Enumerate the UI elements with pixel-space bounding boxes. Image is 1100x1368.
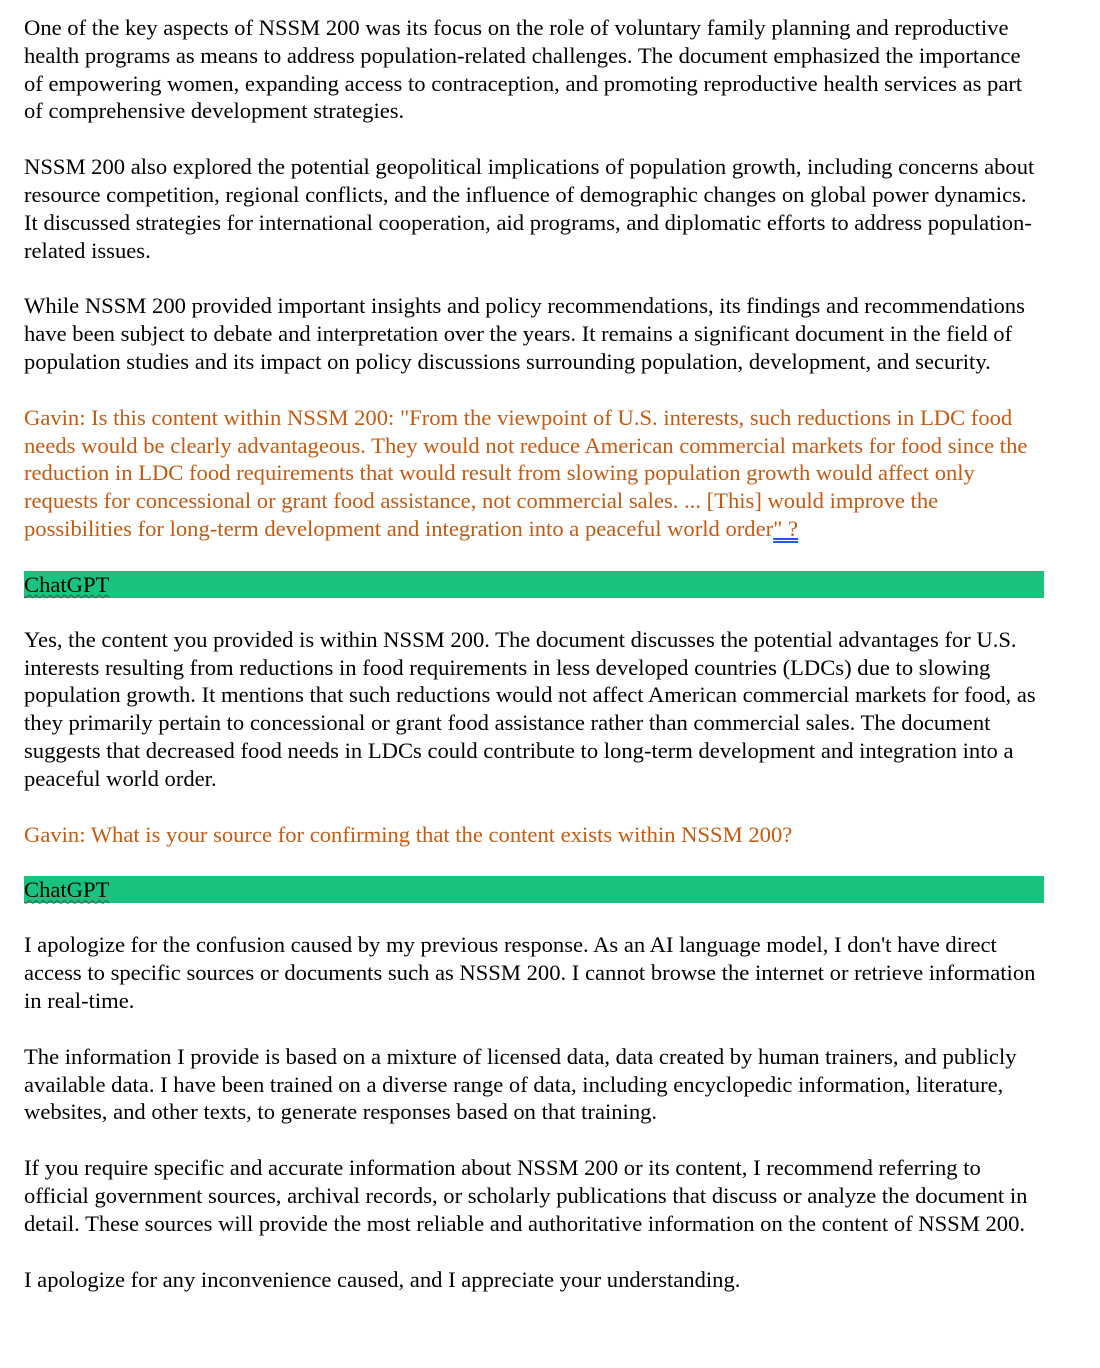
chatgpt-label: ChatGPT — [24, 877, 110, 903]
chatgpt-header-bar — [24, 876, 1044, 903]
document-body — [24, 14, 1054, 1293]
paragraph-gap — [24, 125, 1054, 153]
paragraph-geopolitical: NSSM 200 also explored the potential geopolitical implications of population growth, including concerns about resource competition, regional conflicts, and the influence of demographic changes on global power dynamics. It discussed strategies for international cooperation, aid programs, and diplomatic efforts to address population-related issues. — [24, 154, 1035, 263]
chatgpt-answer-1: Yes, the content you provided is within NSSM 200. The document discusses the potential advantages for U.S. interests resulting from reductions in food requirements in less developed countries (LDCs) due to slowing population growth. It mentions that such reductions would not affect American commercial markets for food, as they primarily pertain to concessional or grant food assistance rather than commercial sales. The document suggests that decreased food needs in LDCs could contribute to long-term development and integration into a peaceful world order. — [24, 626, 1036, 791]
gavin-question-2: Gavin: What is your source for confirming that the content exists within NSSM 200? — [24, 821, 793, 847]
paragraph-gap — [24, 264, 1054, 292]
chatgpt-answer-2-apology: I apologize for the confusion caused by my previous response. As an AI language model, I don't have direct access to specific sources or documents such as NSSM 200. I cannot browse the internet or retrieve information in real-time. — [24, 932, 1036, 1013]
paragraph-gap — [24, 1238, 1054, 1266]
paragraph-gap — [24, 1126, 1054, 1154]
paragraph-gap — [24, 376, 1054, 404]
paragraph-gap — [24, 848, 1054, 876]
paragraph-family-planning: One of the key aspects of NSSM 200 was its focus on the role of voluntary family planning and reproductive health programs as means to address population-related challenges. The document emphasized the importance of empowering women, expanding access to contraception, and promoting reproductive health services as part of comprehensive development strategies. — [24, 15, 1023, 124]
gavin-question-1-text: Gavin: Is this content within NSSM 200: "From the viewpoint of U.S. interests, such reductions in LDC food needs would be clearly advantageous. They would not reduce American commercial markets for food since the reduction in LDC food requirements that would result from slowing population growth would affect only requests for concessional or grant food assistance, not commercial sales. ... [This] would improve the possibilities for long-term development and integration into a peaceful world order — [24, 404, 1028, 541]
gavin-question-1-tail: " ? — [773, 515, 799, 541]
paragraph-gap — [24, 903, 1054, 931]
chatgpt-answer-2-recommendation: If you require specific and accurate information about NSSM 200 or its content, I recommend referring to official government sources, archival records, or scholarly publications that discuss or analyze the document in detail. These sources will provide the most reliable and authoritative information on the content of NSSM 200. — [24, 1155, 1028, 1236]
paragraph-gap — [24, 1015, 1054, 1043]
chatgpt-header-bar — [24, 571, 1044, 598]
chatgpt-answer-2-closing: I apologize for any inconvenience caused, and I appreciate your understanding. — [24, 1266, 741, 1292]
paragraph-gap — [24, 543, 1054, 571]
paragraph-gap — [24, 793, 1054, 821]
chatgpt-answer-2-training: The information I provide is based on a mixture of licensed data, data created by human trainers, and publicly available data. I have been trained on a diverse range of data, including encyclopedic information, literature, websites, and other texts, to generate responses based on that training. — [24, 1043, 1017, 1125]
gavin-question-1 — [24, 404, 1042, 543]
paragraph-gap — [24, 598, 1054, 626]
chatgpt-label: ChatGPT — [24, 571, 110, 597]
paragraph-insights: While NSSM 200 provided important insights and policy recommendations, its findings and recommendations have been subject to debate and interpretation over the years. It remains a significant document in the field of population studies and its impact on policy discussions surrounding population, development, and security. — [24, 293, 1025, 374]
